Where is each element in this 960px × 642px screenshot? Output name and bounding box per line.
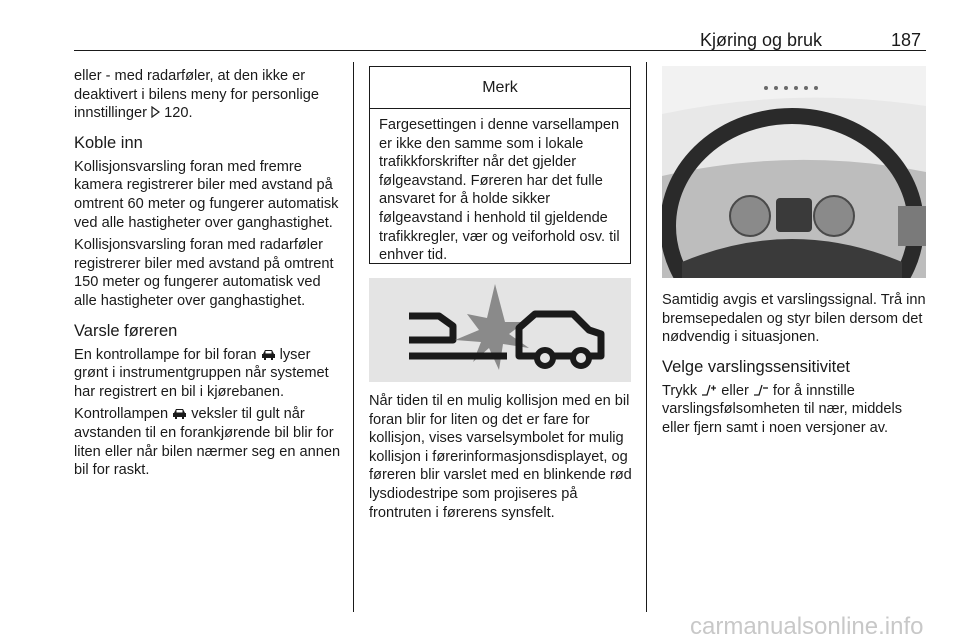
paragraph-gult: Kontrollampen veksler til gult når avstanden til en forankjørende bil blir for liten eller når bilen nærmer seg en annen bil for raskt. bbox=[74, 406, 341, 479]
collision-illustration bbox=[369, 278, 631, 382]
section-title: Kjøring og bruk bbox=[700, 30, 823, 50]
cockpit-illustration bbox=[662, 66, 926, 278]
page-reference[interactable]: 120. bbox=[164, 105, 193, 122]
watermark: carmanualsonline.info bbox=[690, 613, 924, 640]
note-box bbox=[369, 66, 631, 264]
column-divider bbox=[646, 62, 647, 612]
car-ahead-icon bbox=[261, 349, 276, 360]
paragraph-radar: Kollisjonsvarsling foran med radarføler registrerer biler med avstand på omtrent 150 meter og fungerer automatisk ved alle hastigheter over ganghastighet. bbox=[74, 237, 334, 309]
header-divider bbox=[74, 50, 926, 51]
page-number: 187 bbox=[891, 30, 922, 50]
column-middle-text bbox=[369, 392, 635, 526]
paragraph-trykk: Trykk eller for å innstille varslingsfølsomheten til nær, middels eller fjern samt i noen versjoner av. bbox=[662, 382, 903, 436]
intro-paragraph: eller - med radarføler, at den ikke er deaktivert i bilens meny for personlige innstillinger 120. bbox=[74, 68, 319, 122]
column-divider bbox=[353, 62, 354, 612]
paragraph-signal: Samtidig avgis et varslingssignal. Trå inn bremsepedalen og styr bilen dersom det nødvendig i situasjonen. bbox=[662, 292, 926, 346]
paragraph-kontrollampe: En kontrollampe for bil foran lyser grønt i instrumentgruppen når systemet har registrert en bil i kjørebanen. bbox=[74, 346, 329, 400]
paragraph-kollisjon: Når tiden til en mulig kollisjon med en bil foran blir for liten og det er fare for kollisjon, vises varselsymbolet for mulig kollisjon i førerinformasjonsdisplayet, og føreren blir varslet med en blinkende rød lysdiodestripe som projiseres på frontruten i førerens synsfelt. bbox=[369, 393, 632, 521]
heading-varsle-foreren: Varsle føreren bbox=[74, 321, 178, 340]
car-ahead-icon bbox=[172, 408, 187, 419]
heading-velge-sensitivitet: Velge varslingssensitivitet bbox=[662, 357, 851, 376]
paragraph-kamera: Kollisjonsvarsling foran med fremre kamera registrerer biler med avstand på omtrent 60 meter og fungerer automatisk ved alle hastigheter over ganghastighet. bbox=[74, 158, 339, 231]
reference-arrow-icon bbox=[151, 106, 160, 118]
cockpit-drawing bbox=[662, 66, 926, 278]
column-left bbox=[74, 67, 346, 484]
sensitivity-increase-icon[interactable] bbox=[701, 383, 717, 397]
collision-warning-symbol bbox=[369, 278, 631, 382]
sensitivity-decrease-icon[interactable] bbox=[753, 383, 769, 397]
note-text: Fargesettingen i denne varsellampen er ikke den samme som i lokale trafikkforskrifter når det gjelder følgeavstand. Føreren har det fulle ansvaret for å holde sikker følgeavstand i henhold til gjeldende trafikkregler, vær og veiforhold osv. til enhver tid. bbox=[379, 117, 620, 264]
heading-koble-inn: Koble inn bbox=[74, 133, 143, 152]
note-title: Merk bbox=[370, 67, 630, 109]
column-right bbox=[662, 291, 928, 442]
